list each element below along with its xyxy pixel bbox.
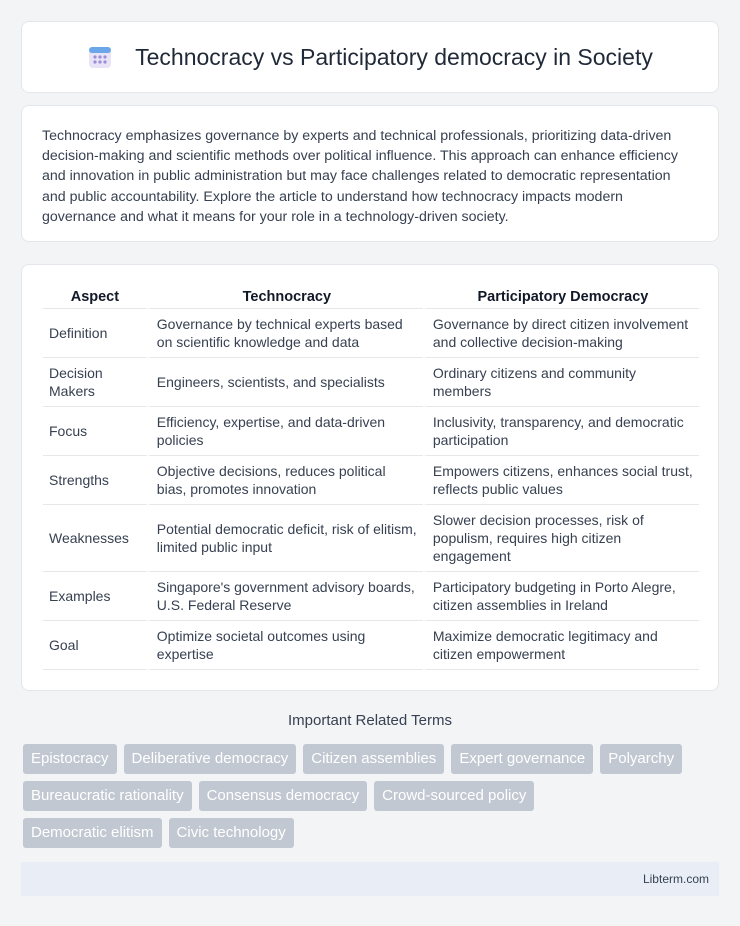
tag-consensus-democracy[interactable]: Consensus democracy xyxy=(199,781,368,811)
table-row xyxy=(43,505,699,572)
tag-polyarchy[interactable]: Polyarchy xyxy=(600,744,682,774)
row-technocracy: Governance by technical experts based on scientific knowledge and data xyxy=(147,309,423,358)
row-participatory: Maximize democratic legitimacy and citizen empowerment xyxy=(423,621,699,670)
row-participatory: Empowers citizens, enhances social trust, reflects public values xyxy=(423,456,699,505)
row-participatory: Inclusivity, transparency, and democratic participation xyxy=(423,407,699,456)
row-technocracy: Efficiency, expertise, and data-driven policies xyxy=(147,407,423,456)
page-title: Technocracy vs Participatory democracy in Society xyxy=(135,43,653,70)
calendar-icon xyxy=(87,44,113,70)
row-participatory: Ordinary citizens and community members xyxy=(423,358,699,407)
table-header-row xyxy=(43,285,699,309)
related-terms xyxy=(23,744,723,855)
row-aspect: Examples xyxy=(43,572,147,621)
comparison-table xyxy=(43,285,699,670)
table-row xyxy=(43,621,699,670)
header-participatory: Participatory Democracy xyxy=(423,285,699,309)
table-row xyxy=(43,358,699,407)
row-participatory: Governance by direct citizen involvement and collective decision-making xyxy=(423,309,699,358)
intro-card xyxy=(21,105,719,242)
tag-deliberative-democracy[interactable]: Deliberative democracy xyxy=(124,744,297,774)
tag-democratic-elitism[interactable]: Democratic elitism xyxy=(23,818,162,848)
tag-epistocracy[interactable]: Epistocracy xyxy=(23,744,117,774)
comparison-card xyxy=(21,264,719,691)
row-participatory: Participatory budgeting in Porto Alegre, citizen assemblies in Ireland xyxy=(423,572,699,621)
tag-expert-governance[interactable]: Expert governance xyxy=(451,744,593,774)
table-row xyxy=(43,456,699,505)
tag-row xyxy=(23,818,723,848)
table-row xyxy=(43,309,699,358)
tag-civic-technology[interactable]: Civic technology xyxy=(169,818,294,848)
tag-crowd-sourced-policy[interactable]: Crowd-sourced policy xyxy=(374,781,534,811)
title-card xyxy=(21,21,719,93)
footer-site-link[interactable]: Libterm.com xyxy=(642,872,709,886)
related-terms-heading: Important Related Terms xyxy=(288,712,452,729)
tag-row xyxy=(23,781,723,811)
row-aspect: Focus xyxy=(43,407,147,456)
row-aspect: Definition xyxy=(43,309,147,358)
tag-row xyxy=(23,744,723,774)
row-aspect: Decision Makers xyxy=(43,358,147,407)
row-technocracy: Optimize societal outcomes using expertise xyxy=(147,621,423,670)
row-aspect: Goal xyxy=(43,621,147,670)
tag-citizen-assemblies[interactable]: Citizen assemblies xyxy=(303,744,444,774)
footer xyxy=(21,862,719,896)
row-participatory: Slower decision processes, risk of populism, requires high citizen engagement xyxy=(423,505,699,572)
row-technocracy: Singapore's government advisory boards, U.S. Federal Reserve xyxy=(147,572,423,621)
table-row xyxy=(43,407,699,456)
row-technocracy: Objective decisions, reduces political bias, promotes innovation xyxy=(147,456,423,505)
table-row xyxy=(43,572,699,621)
intro-text: Technocracy emphasizes governance by experts and technical professionals, prioritizing data-driven decision-making and scientific methods over political influence. This approach can enhance efficiency and innovation in public administration but may face challenges related to democratic representation and public accountability. Explore the article to understand how technocracy impacts modern governance and what it means for your role in a technology-driven society. xyxy=(42,128,678,225)
row-technocracy: Engineers, scientists, and specialists xyxy=(147,358,423,407)
header-technocracy: Technocracy xyxy=(147,285,423,309)
tag-bureaucratic-rationality[interactable]: Bureaucratic rationality xyxy=(23,781,192,811)
row-aspect: Strengths xyxy=(43,456,147,505)
header-aspect: Aspect xyxy=(43,285,147,309)
row-aspect: Weaknesses xyxy=(43,505,147,572)
row-technocracy: Potential democratic deficit, risk of elitism, limited public input xyxy=(147,505,423,572)
